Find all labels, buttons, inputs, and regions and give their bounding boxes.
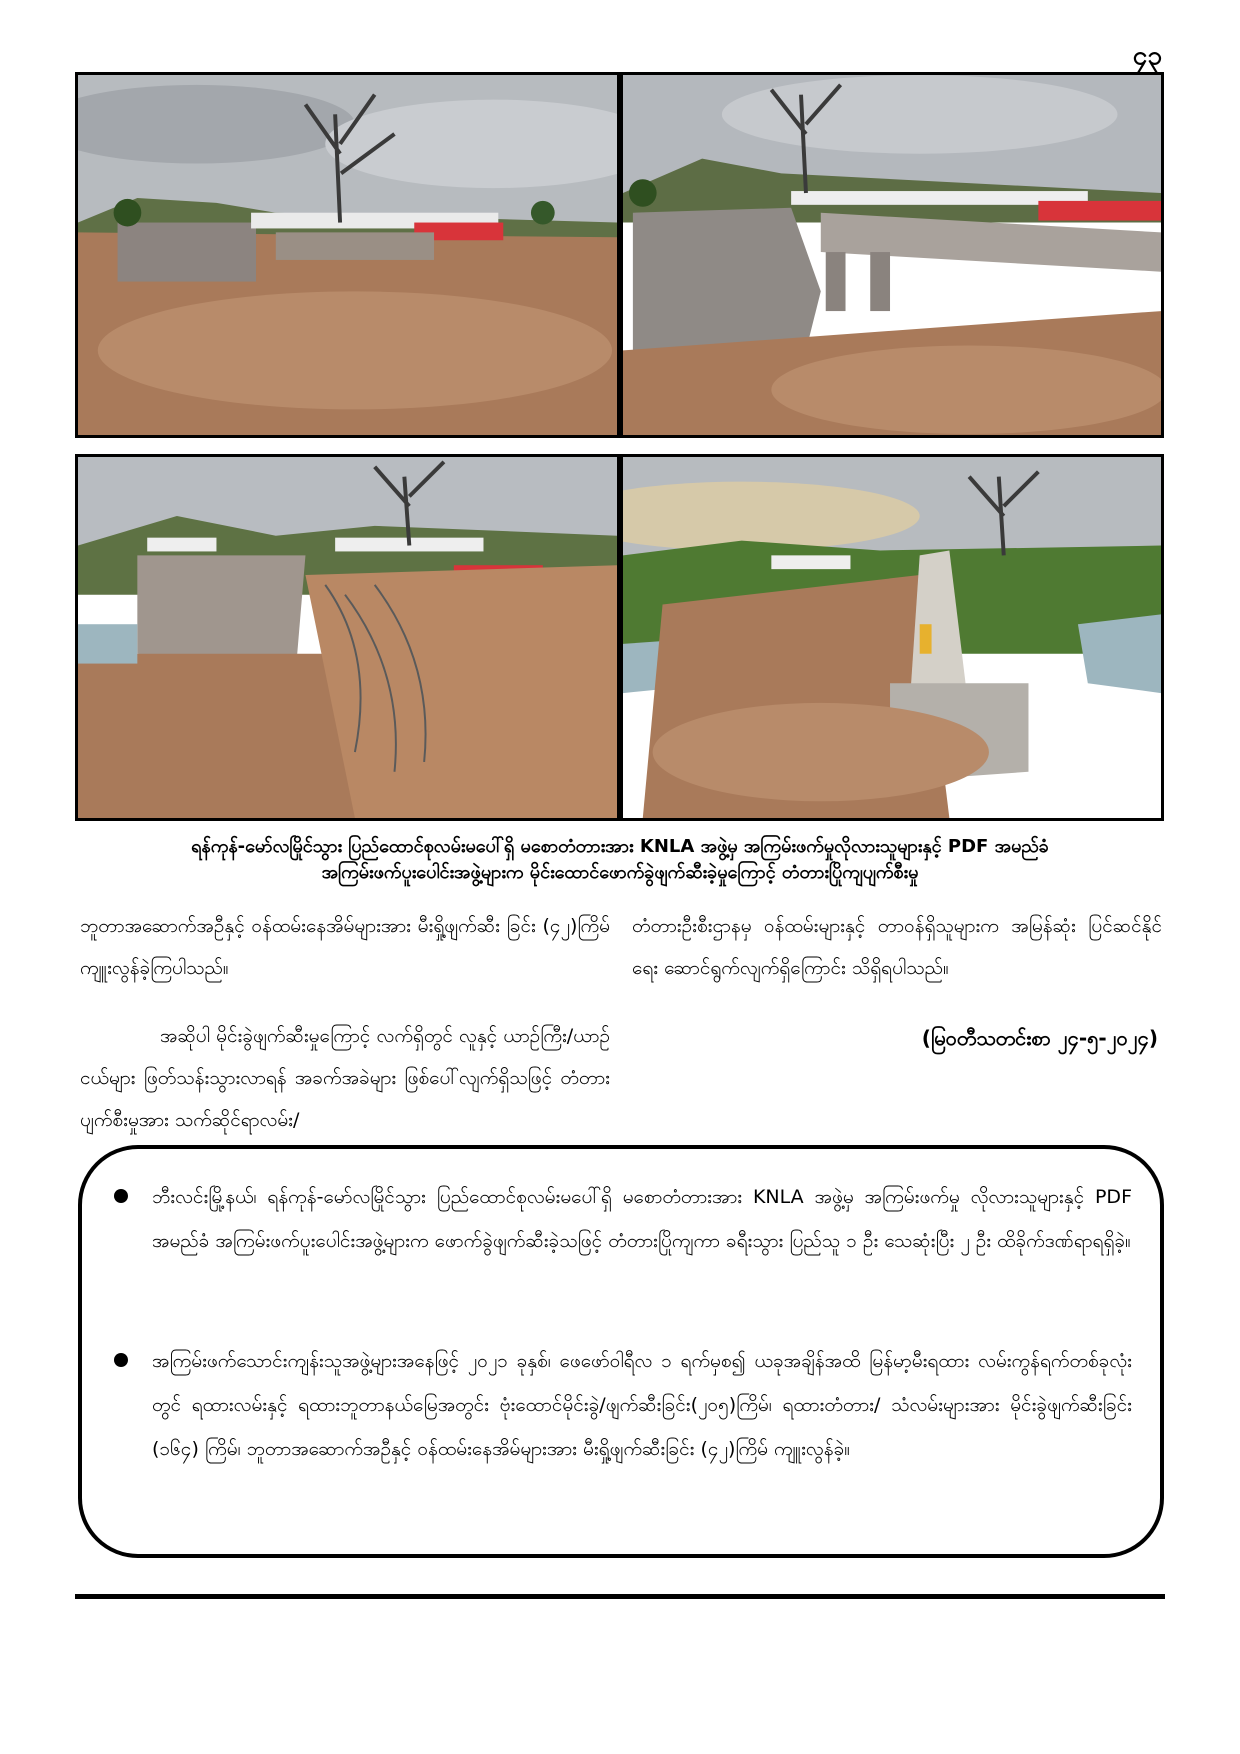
photo-collapsed-bridge-4 (620, 454, 1164, 821)
photo-caption (70, 834, 1170, 886)
summary-bullet-2-text: အကြမ်းဖက်သောင်းကျန်းသူအဖွဲ့များအနေဖြင့် ၂၀၂၁ ခုနှစ်၊ ဖေဖော်ဝါရီလ ၁ ရက်မှစ၍ ယခုအချိန်အထိ မြန်မာ့မီးရထား လမ်းကွန်ရက်တစ်ခုလုံးတွင် ရထားလမ်းနှင့် ရထားဘူတာနယ်မြေအတွင်း ဗုံးထောင်မိုင်းခွဲ/ဖျက်ဆီးခြင်း(၂၀၅)ကြိမ်၊ ရထားတံတား/ သံလမ်းများအား မိုင်းခွဲဖျက်ဆီးခြင်း (၁၆၄) ကြိမ်၊ ဘူတာအဆောက်အဦနှင့် ဝန်ထမ်းနေအိမ်များအား မီးရှို့ဖျက်ဆီးခြင်း (၄၂)ကြိမ် ကျူးလွန်ခဲ့။ (152, 1350, 1132, 1460)
body-paragraph-1: ဘူတာအဆောက်အဦနှင့် ဝန်ထမ်းနေအိမ်များအား မီးရှို့ဖျက်ဆီး ခြင်း (၄၂)ကြိမ် ကျူးလွန်ခဲ့ကြပါသည်။ (80, 915, 610, 979)
body-paragraph-3: တံတားဦးစီးဌာနမှ ဝန်ထမ်းများနှင့် တာဝန်ရှိသူများက အမြန်ဆုံး ပြင်ဆင်နိုင်ရေး ဆောင်ရွက်လျက်ရှိကြောင်း သိရှိရပါသည်။ (632, 915, 1162, 979)
body-left-column (80, 905, 610, 1141)
body-right-column (632, 905, 1162, 989)
body-paragraph-2: အဆိုပါ မိုင်းခွဲဖျက်ဆီးမှုကြောင့် လက်ရှိတွင် လူနှင့် ယာဉ်ကြီး/ယာဉ်ငယ်များ ဖြတ်သန်းသွားလာရန် အခက်အခဲများ ဖြစ်ပေါ်လျက်ရှိသဖြင့် တံတားပျက်စီးမှုအား သက်ဆိုင်ရာလမ်း/ (80, 1025, 610, 1131)
summary-bullet-1 (152, 1175, 1132, 1263)
caption-line-1: ရန်ကုန်-မော်လမြိုင်သွား ပြည်ထောင်စုလမ်းမပေါ်ရှိ မစောတံတားအား KNLA အဖွဲ့မှ အကြမ်းဖက်မှုလိုလားသူများနှင့် PDF အမည်ခံ (191, 836, 1049, 857)
news-source: (မြဝတီသတင်းစာ ၂၄-၅-၂၀၂၄) (921, 1026, 1158, 1050)
photo-collapsed-bridge-2 (620, 72, 1164, 438)
summary-box (78, 1145, 1164, 1558)
photo-grid (75, 72, 1164, 821)
summary-bullet-1-text: ဘီးလင်းမြို့နယ်၊ ရန်ကုန်-မော်လမြိုင်သွား ပြည်ထောင်စုလမ်းမပေါ်ရှိ မစောတံတားအား KNLA အဖွဲ့မှ အကြမ်းဖက်မှု လိုလားသူများနှင့် PDF အမည်ခံ အကြမ်းဖက်ပူးပေါင်းအဖွဲ့များက ဖောက်ခွဲဖျက်ဆီးခဲ့သဖြင့် တံတားပြိုကျကာ ခရီးသွား ပြည်သူ ၁ ဦး သေဆုံးပြီး ၂ ဦး ထိခိုက်ဒဏ်ရာရရှိခဲ့။ (152, 1186, 1132, 1252)
caption-line-2: အကြမ်းဖက်ပူးပေါင်းအဖွဲ့များက မိုင်းထောင်ဖောက်ခွဲဖျက်ဆီးခဲ့မှုကြောင့် တံတားပြိုကျပျက်စီးမှု (321, 862, 919, 883)
photo-collapsed-bridge-1 (75, 72, 620, 438)
photo-collapsed-bridge-3 (75, 454, 620, 821)
bullet-icon (114, 1353, 128, 1367)
summary-bullet-2 (152, 1339, 1132, 1471)
footer-divider (75, 1594, 1165, 1599)
page-number: ၄၃ (1132, 41, 1162, 71)
bullet-icon (114, 1189, 128, 1203)
